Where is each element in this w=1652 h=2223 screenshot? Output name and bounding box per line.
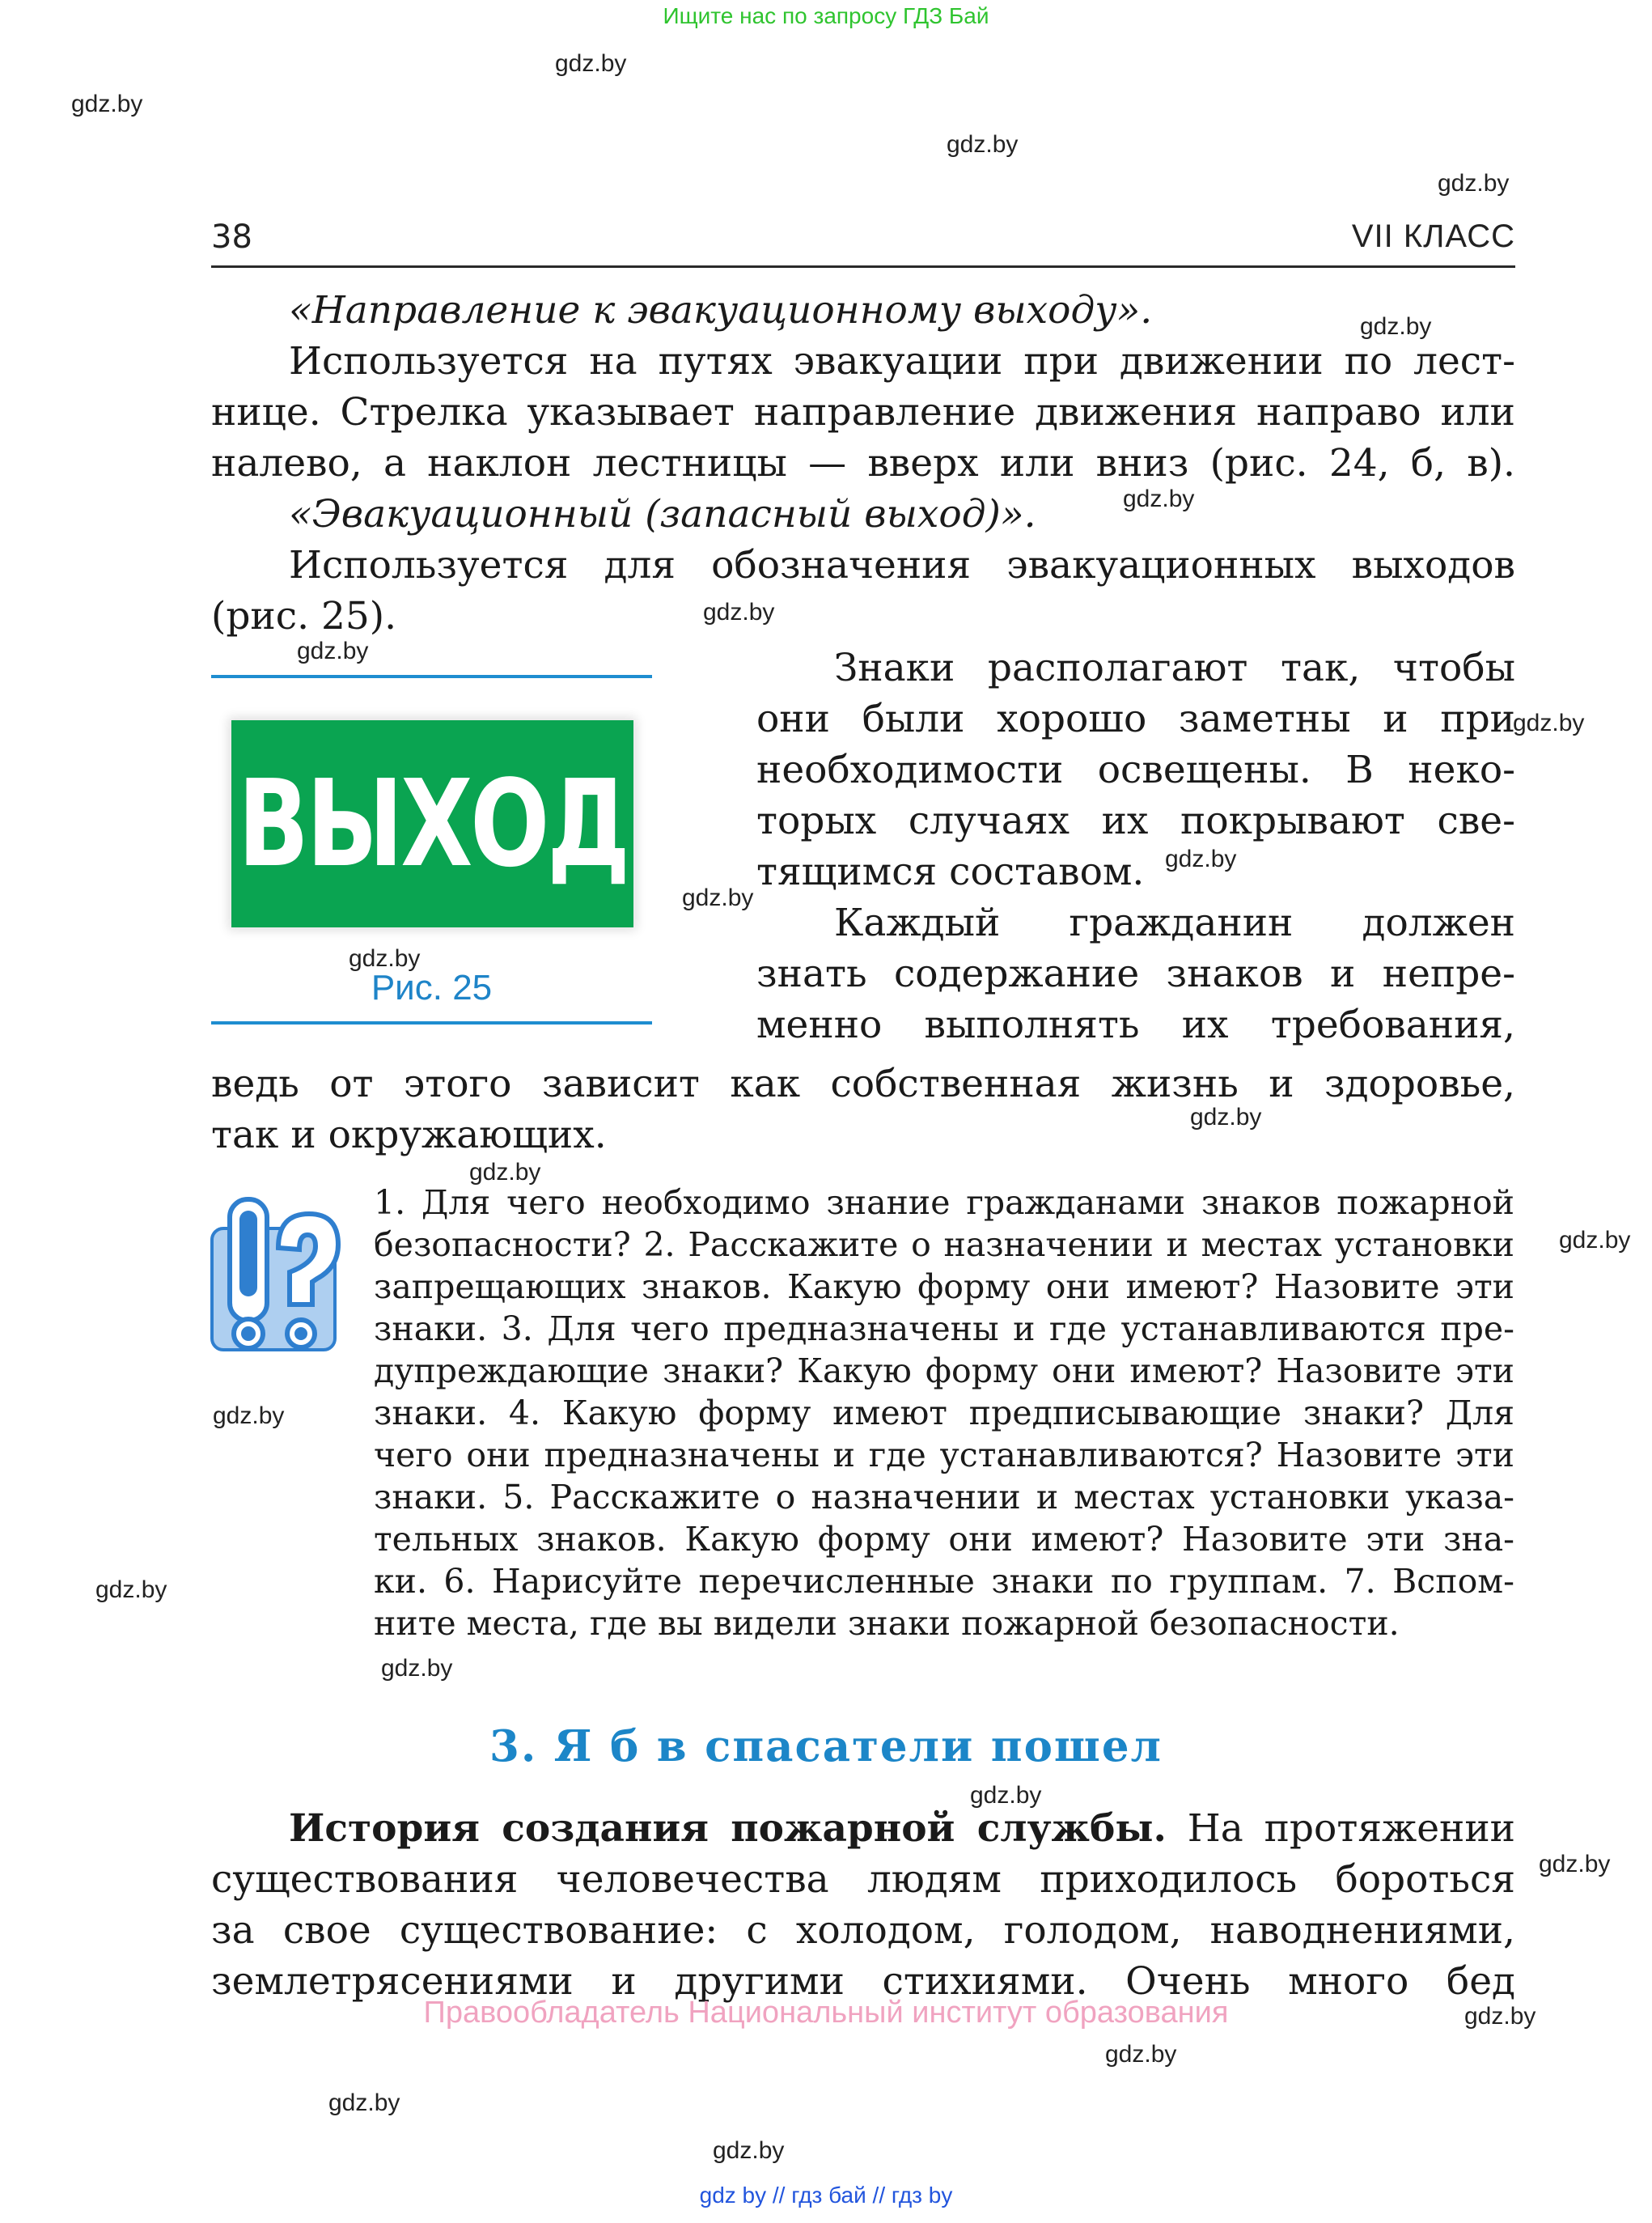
text-line: налево, а наклон лестницы — вверх или вниз (рис. 24, б, в). xyxy=(211,441,1515,486)
watermark: gdz.by xyxy=(1438,170,1510,197)
bottom-links[interactable]: gdz by // гдз бай // гдз by xyxy=(699,2183,953,2208)
text-line: знать содержание знаков и непре- xyxy=(756,952,1515,996)
watermark: gdz.by xyxy=(349,945,421,972)
text-line: так и окружающих. xyxy=(211,1113,607,1157)
watermark: gdz.by xyxy=(213,1402,285,1429)
question-line: чего они предназначены и где устанавливаются? Назовите эти xyxy=(374,1436,1514,1474)
watermark: gdz.by xyxy=(297,638,369,664)
copyright-note: Правообладатель Национальный институт образования xyxy=(423,1996,1229,2030)
side-paragraph xyxy=(756,643,1515,1050)
watermark: gdz.by xyxy=(1190,1104,1262,1131)
history-paragraph xyxy=(211,1803,1515,2007)
section-title: 3. Я б в спасатели пошел xyxy=(489,1721,1163,1771)
watermark: gdz.by xyxy=(1464,2003,1536,2030)
text-line: за свое существование: с холодом, голодом, наводнениями, xyxy=(211,1908,1515,1953)
text-line: они были хорошо заметны и при xyxy=(756,697,1515,741)
top-banner: Ищите нас по запросу ГДЗ Бай xyxy=(663,3,989,28)
question-line: безопасности? 2. Расскажите о назначении и местах установки xyxy=(374,1225,1514,1264)
watermark: gdz.by xyxy=(381,1655,453,1682)
text-line: (рис. 25). xyxy=(211,594,397,638)
text-line: менно выполнять их требования, xyxy=(756,1003,1515,1047)
exclamation-question-icon xyxy=(209,1191,343,1353)
exit-sign-text: ВЫХОД xyxy=(237,754,628,893)
watermark: gdz.by xyxy=(1165,846,1237,872)
watermark: gdz.by xyxy=(1105,2041,1177,2068)
text-line: необходимости освещены. В неко- xyxy=(756,748,1515,792)
text-line: «Эвакуационный (запасный выход)». xyxy=(289,492,1036,537)
text-line xyxy=(211,1803,1515,1854)
text-line: ведь от этого зависит как собственная жизнь и здоровье, xyxy=(211,1062,1515,1106)
history-heading: История создания пожарной службы. xyxy=(289,1806,1167,1851)
text-line: торых случаях их покрывают све- xyxy=(756,799,1515,843)
figure-bottom-rule xyxy=(211,1021,652,1025)
text-line: Используется на путях эвакуации при движении по лест- xyxy=(289,339,1515,384)
text-line: тящимся составом. xyxy=(756,850,1145,894)
watermark: gdz.by xyxy=(713,2137,785,2164)
question-line: ните места, где вы видели знаки пожарной безопасности. xyxy=(374,1604,1400,1643)
continuation-paragraph xyxy=(211,1058,1515,1160)
figure-top-rule xyxy=(211,675,652,678)
question-line: знаки. 3. Для чего предназначены и где устанавливаются пре- xyxy=(374,1309,1514,1348)
watermark: gdz.by xyxy=(947,131,1019,158)
question-line: знаки. 4. Какую форму имеют предписывающие знаки? Для xyxy=(374,1394,1514,1432)
watermark: gdz.by xyxy=(1513,710,1585,736)
watermark: gdz.by xyxy=(1539,1851,1611,1877)
question-line: дупреждающие знаки? Какую форму они имеют? Назовите эти xyxy=(374,1351,1514,1390)
text-line: Используется для обозначения эвакуационных выходов xyxy=(289,543,1515,588)
text-line: землетрясениями и другими стихиями. Очень много бед xyxy=(211,1959,1515,2004)
text-line: «Направление к эвакуационному выходу». xyxy=(289,288,1153,333)
page-header xyxy=(211,212,1515,268)
text-line: существования человечества людям приходилось бороться xyxy=(211,1857,1515,1902)
watermark: gdz.by xyxy=(1123,486,1195,512)
watermark: gdz.by xyxy=(703,599,775,626)
text-line: нице. Стрелка указывает направление движения направо или xyxy=(211,390,1515,435)
question-line: запрещающих знаков. Какую форму они имеют? Назовите эти xyxy=(374,1267,1514,1306)
watermark: gdz.by xyxy=(555,50,627,77)
page-number: 38 xyxy=(211,218,252,256)
watermark: gdz.by xyxy=(1559,1227,1631,1254)
exit-sign xyxy=(231,720,633,927)
review-questions xyxy=(374,1181,1514,1644)
watermark: gdz.by xyxy=(469,1159,541,1186)
watermark: gdz.by xyxy=(970,1782,1042,1809)
question-line: тельных знаков. Какую форму они имеют? Назовите эти зна- xyxy=(374,1520,1514,1559)
history-first-line: На протяжении xyxy=(1187,1806,1515,1851)
watermark: gdz.by xyxy=(682,885,754,911)
evacuation-paragraph xyxy=(211,285,1515,642)
watermark: gdz.by xyxy=(95,1576,167,1603)
text-line: Знаки располагают так, чтобы xyxy=(834,646,1515,690)
question-line: знаки. 5. Расскажите о назначении и местах установки указа- xyxy=(374,1478,1514,1517)
question-line: ки. 6. Нарисуйте перечисленные знаки по группам. 7. Вспом- xyxy=(374,1562,1514,1601)
question-line: 1. Для чего необходимо знание гражданами знаков пожарной xyxy=(374,1183,1514,1222)
class-label: VII КЛАСС xyxy=(1351,218,1515,254)
watermark: gdz.by xyxy=(71,91,143,117)
watermark: gdz.by xyxy=(1360,313,1432,340)
text-line: Каждый гражданин должен xyxy=(834,901,1515,945)
watermark: gdz.by xyxy=(328,2089,400,2116)
figure-caption: Рис. 25 xyxy=(371,968,493,1008)
